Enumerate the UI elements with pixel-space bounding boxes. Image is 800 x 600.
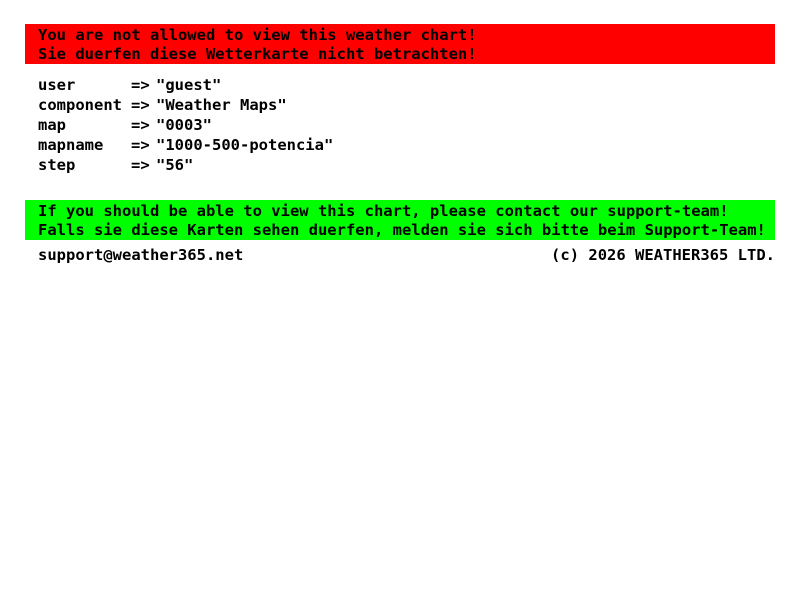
detail-value: "1000-500-potencia" [156, 136, 334, 154]
support-email: support@weather365.net [38, 246, 244, 264]
info-banner-line-english: If you should be able to view this chart, please contact our support-team! [38, 202, 729, 220]
detail-value: "56" [156, 156, 194, 174]
detail-value: "0003" [156, 116, 212, 134]
detail-row-map [38, 115, 333, 135]
request-details-list [38, 75, 333, 175]
detail-key: user [38, 76, 76, 94]
detail-value: "guest" [156, 76, 222, 94]
info-banner-line-german: Falls sie diese Karten sehen duerfen, melden sie sich bitte beim Support-Team! [38, 221, 766, 239]
detail-row-step [38, 155, 333, 175]
detail-key: map [38, 116, 66, 134]
error-banner-line-german: Sie duerfen diese Wetterkarte nicht betrachten! [38, 45, 477, 63]
detail-value: "Weather Maps" [156, 96, 287, 114]
detail-key: step [38, 156, 76, 174]
detail-row-mapname [38, 135, 333, 155]
arrow-separator: => [131, 156, 150, 174]
arrow-separator: => [131, 136, 150, 154]
error-banner-line-english: You are not allowed to view this weather chart! [38, 26, 477, 44]
detail-key: mapname [38, 136, 104, 154]
arrow-separator: => [131, 96, 150, 114]
footer [38, 245, 775, 265]
detail-row-component [38, 95, 333, 115]
arrow-separator: => [131, 76, 150, 94]
info-banner [25, 200, 775, 240]
detail-key: component [38, 96, 122, 114]
error-banner [25, 24, 775, 64]
arrow-separator: => [131, 116, 150, 134]
copyright-notice: (c) 2026 WEATHER365 LTD. [551, 246, 775, 264]
detail-row-user [38, 75, 333, 95]
